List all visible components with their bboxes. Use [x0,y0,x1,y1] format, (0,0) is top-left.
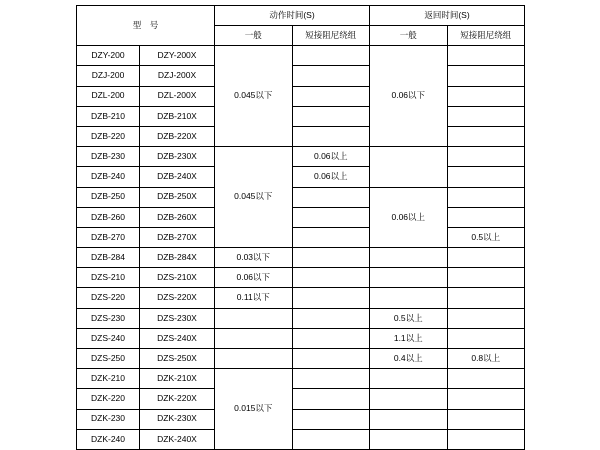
table-row [77,207,525,227]
cell-model-b: DZS-230X [140,308,215,328]
cell-model-a: DZB-270 [77,227,140,247]
cell-release-damped [447,389,525,409]
cell-action-damped [292,308,370,328]
cell-model-a: DZS-220 [77,288,140,308]
cell-release-damped [447,46,525,66]
cell-release-damped [447,106,525,126]
header-release-damped: 短接阻尼绕组 [447,26,525,46]
cell-model-a: DZK-240 [77,429,140,449]
cell-model-b: DZB-250X [140,187,215,207]
cell-release-damped: 0.5以上 [447,227,525,247]
cell-model-b: DZK-230X [140,409,215,429]
table-row [77,106,525,126]
cell-release-damped [447,288,525,308]
cell-model-a: DZS-250 [77,349,140,369]
cell-release-damped [447,308,525,328]
table-row [77,126,525,146]
cell-release-normal [370,429,448,449]
table-header [77,6,525,46]
table-row [77,308,525,328]
table-row [77,66,525,86]
cell-model-b: DZY-200X [140,46,215,66]
cell-action-damped [292,207,370,227]
cell-model-a: DZB-260 [77,207,140,227]
cell-release-damped: 0.8以上 [447,349,525,369]
cell-action-damped [292,369,370,389]
table-row [77,389,525,409]
cell-model-a: DZB-210 [77,106,140,126]
cell-action-damped [292,126,370,146]
cell-release-damped [447,126,525,146]
cell-action-damped [292,429,370,449]
cell-model-a: DZK-220 [77,389,140,409]
cell-model-b: DZB-284X [140,248,215,268]
cell-release-normal: 0.06以下 [370,46,448,147]
cell-release-damped [447,409,525,429]
cell-model-a: DZY-200 [77,46,140,66]
header-model: 型 号 [77,6,215,46]
cell-action-normal: 0.045以下 [215,147,293,248]
table-row [77,187,525,207]
cell-release-normal [370,389,448,409]
cell-action-damped [292,328,370,348]
cell-model-a: DZB-240 [77,167,140,187]
cell-model-a: DZB-250 [77,187,140,207]
cell-release-normal: 0.5以上 [370,308,448,328]
cell-release-normal [370,268,448,288]
header-release-time: 返回时间(S) [370,6,525,26]
cell-release-normal [370,369,448,389]
cell-model-b: DZK-220X [140,389,215,409]
table-row [77,328,525,348]
cell-model-a: DZK-230 [77,409,140,429]
header-action-time: 动作时间(S) [215,6,370,26]
cell-action-damped [292,46,370,66]
cell-release-damped [447,207,525,227]
cell-action-normal: 0.03以下 [215,248,293,268]
cell-action-damped: 0.06以上 [292,147,370,167]
header-action-damped: 短接阻尼绕组 [292,26,370,46]
cell-model-b: DZS-250X [140,349,215,369]
cell-release-damped [447,167,525,187]
cell-model-b: DZS-210X [140,268,215,288]
table-row [77,227,525,247]
cell-release-normal: 0.06以上 [370,187,448,248]
cell-model-b: DZB-220X [140,126,215,146]
cell-action-damped [292,268,370,288]
table-row [77,409,525,429]
cell-action-damped [292,409,370,429]
table-row [77,248,525,268]
cell-release-damped [447,86,525,106]
cell-release-normal: 1.1以上 [370,328,448,348]
cell-action-damped: 0.06以上 [292,167,370,187]
table-row [77,349,525,369]
cell-release-damped [447,369,525,389]
cell-action-damped [292,187,370,207]
cell-model-a: DZK-210 [77,369,140,389]
cell-action-normal [215,328,293,348]
cell-action-normal [215,308,293,328]
cell-model-b: DZJ-200X [140,66,215,86]
cell-model-b: DZK-210X [140,369,215,389]
cell-action-damped [292,389,370,409]
cell-model-a: DZB-220 [77,126,140,146]
cell-action-damped [292,66,370,86]
table-row [77,268,525,288]
cell-action-damped [292,106,370,126]
cell-model-b: DZB-230X [140,147,215,167]
cell-release-damped [447,147,525,167]
table-row [77,167,525,187]
cell-release-normal [370,248,448,268]
cell-action-normal: 0.015以下 [215,369,293,450]
cell-model-a: DZL-200 [77,86,140,106]
table-row [77,288,525,308]
cell-release-damped [447,429,525,449]
cell-action-normal: 0.045以下 [215,46,293,147]
cell-model-a: DZB-230 [77,147,140,167]
cell-model-b: DZS-220X [140,288,215,308]
cell-action-damped [292,86,370,106]
table-header-group-row [77,6,525,26]
table-body [77,46,525,450]
cell-release-damped [447,268,525,288]
table-row [77,46,525,66]
cell-model-b: DZS-240X [140,328,215,348]
cell-model-a: DZS-240 [77,328,140,348]
table-row [77,429,525,449]
cell-model-b: DZK-240X [140,429,215,449]
cell-action-damped [292,288,370,308]
table-row [77,86,525,106]
cell-action-damped [292,349,370,369]
cell-action-normal: 0.06以下 [215,268,293,288]
relay-timing-table [76,5,525,450]
cell-model-b: DZB-210X [140,106,215,126]
table-row [77,369,525,389]
cell-release-damped [447,248,525,268]
cell-release-damped [447,66,525,86]
cell-model-b: DZL-200X [140,86,215,106]
cell-model-b: DZB-270X [140,227,215,247]
cell-model-a: DZS-230 [77,308,140,328]
cell-model-b: DZB-240X [140,167,215,187]
header-release-normal: 一般 [370,26,448,46]
cell-model-a: DZS-210 [77,268,140,288]
cell-release-normal [370,147,448,187]
cell-action-normal: 0.11以下 [215,288,293,308]
cell-release-normal [370,409,448,429]
cell-model-a: DZB-284 [77,248,140,268]
table-row [77,147,525,167]
header-action-normal: 一般 [215,26,293,46]
cell-release-normal: 0.4以上 [370,349,448,369]
cell-release-damped [447,187,525,207]
cell-model-b: DZB-260X [140,207,215,227]
cell-release-damped [447,328,525,348]
cell-release-normal [370,288,448,308]
cell-action-normal [215,349,293,369]
cell-model-a: DZJ-200 [77,66,140,86]
cell-action-damped [292,248,370,268]
cell-action-damped [292,227,370,247]
